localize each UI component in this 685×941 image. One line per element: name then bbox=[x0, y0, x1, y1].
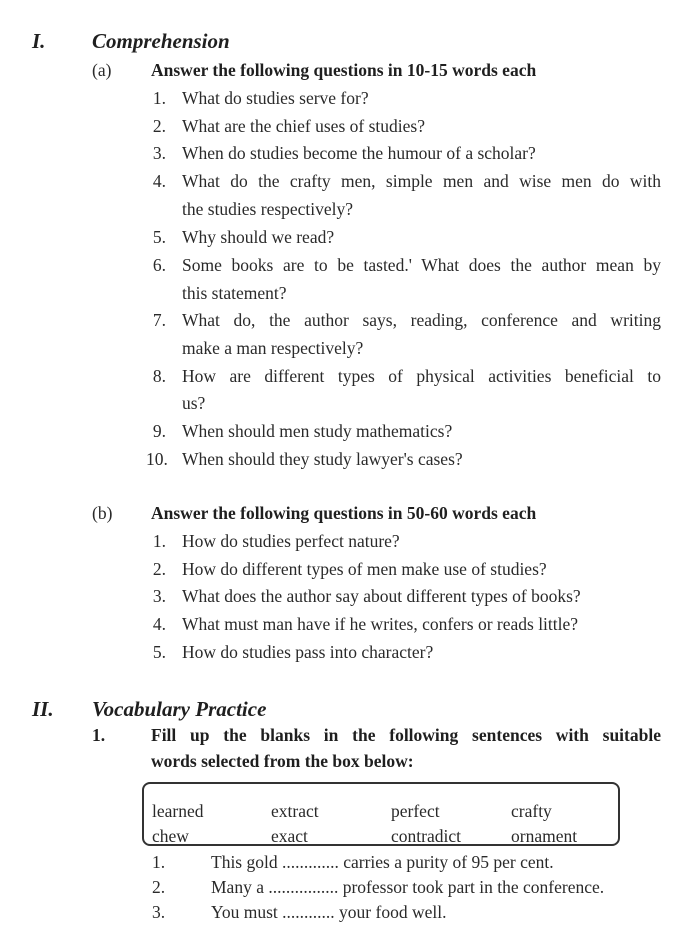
question-number: 7. bbox=[152, 310, 166, 330]
sentence-text: You must ............ your food well. bbox=[211, 902, 447, 922]
box-word: chew bbox=[152, 826, 189, 846]
question-text: Some books are to be tasted.' What does the author mean by bbox=[182, 255, 661, 275]
question-text: How do studies pass into character? bbox=[182, 642, 434, 662]
question-text: Why should we read? bbox=[182, 227, 335, 247]
question-text: How do studies perfect nature? bbox=[182, 531, 400, 551]
section-2-title: Vocabulary Practice bbox=[92, 697, 267, 721]
section-2-numeral: II. bbox=[32, 697, 54, 721]
box-word: contradict bbox=[391, 826, 461, 846]
question-number: 5. bbox=[152, 227, 166, 247]
box-word: learned bbox=[152, 801, 204, 821]
section-1-numeral: I. bbox=[32, 29, 46, 53]
question-text: What do the crafty men, simple men and wise men do with bbox=[182, 171, 661, 191]
section-1-title: Comprehension bbox=[92, 29, 230, 53]
question-number: 9. bbox=[152, 421, 166, 441]
question-text-continued: make a man respectively? bbox=[182, 338, 364, 358]
exercise-1-instruction-line-1: Fill up the blanks in the following sentences with suitable bbox=[151, 725, 661, 745]
question-text: What do, the author says, reading, conference and writing bbox=[182, 310, 661, 330]
question-text: When should they study lawyer's cases? bbox=[182, 449, 463, 469]
part-a-label: (a) bbox=[92, 60, 112, 80]
question-text: How are different types of physical activities beneficial to bbox=[182, 366, 661, 386]
sentence-number: 1. bbox=[152, 852, 166, 872]
question-text-continued: this statement? bbox=[182, 283, 287, 303]
exercise-1-instruction-line-2: words selected from the box below: bbox=[151, 751, 414, 771]
question-number: 6. bbox=[152, 255, 166, 275]
question-number: 8. bbox=[152, 366, 166, 386]
box-word: perfect bbox=[391, 801, 440, 821]
question-number: 10. bbox=[146, 449, 168, 469]
question-text: When do studies become the humour of a scholar? bbox=[182, 143, 536, 163]
question-number: 3. bbox=[152, 586, 166, 606]
question-text-continued: us? bbox=[182, 393, 206, 413]
question-text: How do different types of men make use of studies? bbox=[182, 559, 547, 579]
box-word: crafty bbox=[511, 801, 552, 821]
question-number: 2. bbox=[152, 559, 166, 579]
question-number: 3. bbox=[152, 143, 166, 163]
sentence-text: Many a ................ professor took part in the conference. bbox=[211, 877, 605, 897]
sentence-number: 3. bbox=[152, 902, 166, 922]
part-b-instruction: Answer the following questions in 50-60 words each bbox=[151, 503, 537, 523]
question-number: 5. bbox=[152, 642, 166, 662]
sentence-number: 2. bbox=[152, 877, 166, 897]
question-number: 4. bbox=[152, 171, 166, 191]
question-text: What does the author say about different types of books? bbox=[182, 586, 581, 606]
part-a-instruction: Answer the following questions in 10-15 words each bbox=[151, 60, 537, 80]
question-text: What are the chief uses of studies? bbox=[182, 116, 425, 136]
question-number: 2. bbox=[152, 116, 166, 136]
exercise-1-number: 1. bbox=[92, 725, 106, 745]
question-text: When should men study mathematics? bbox=[182, 421, 453, 441]
question-text: What do studies serve for? bbox=[182, 88, 369, 108]
sentence-text: This gold ............. carries a purity of 95 per cent. bbox=[211, 852, 554, 872]
question-text: What must man have if he writes, confers or reads little? bbox=[182, 614, 579, 634]
question-number: 1. bbox=[152, 531, 166, 551]
box-word: extract bbox=[271, 801, 319, 821]
box-word: ornament bbox=[511, 826, 578, 846]
part-b-label: (b) bbox=[92, 503, 113, 523]
question-text-continued: the studies respectively? bbox=[182, 199, 354, 219]
box-word: exact bbox=[271, 826, 308, 846]
question-number: 4. bbox=[152, 614, 166, 634]
question-number: 1. bbox=[152, 88, 166, 108]
